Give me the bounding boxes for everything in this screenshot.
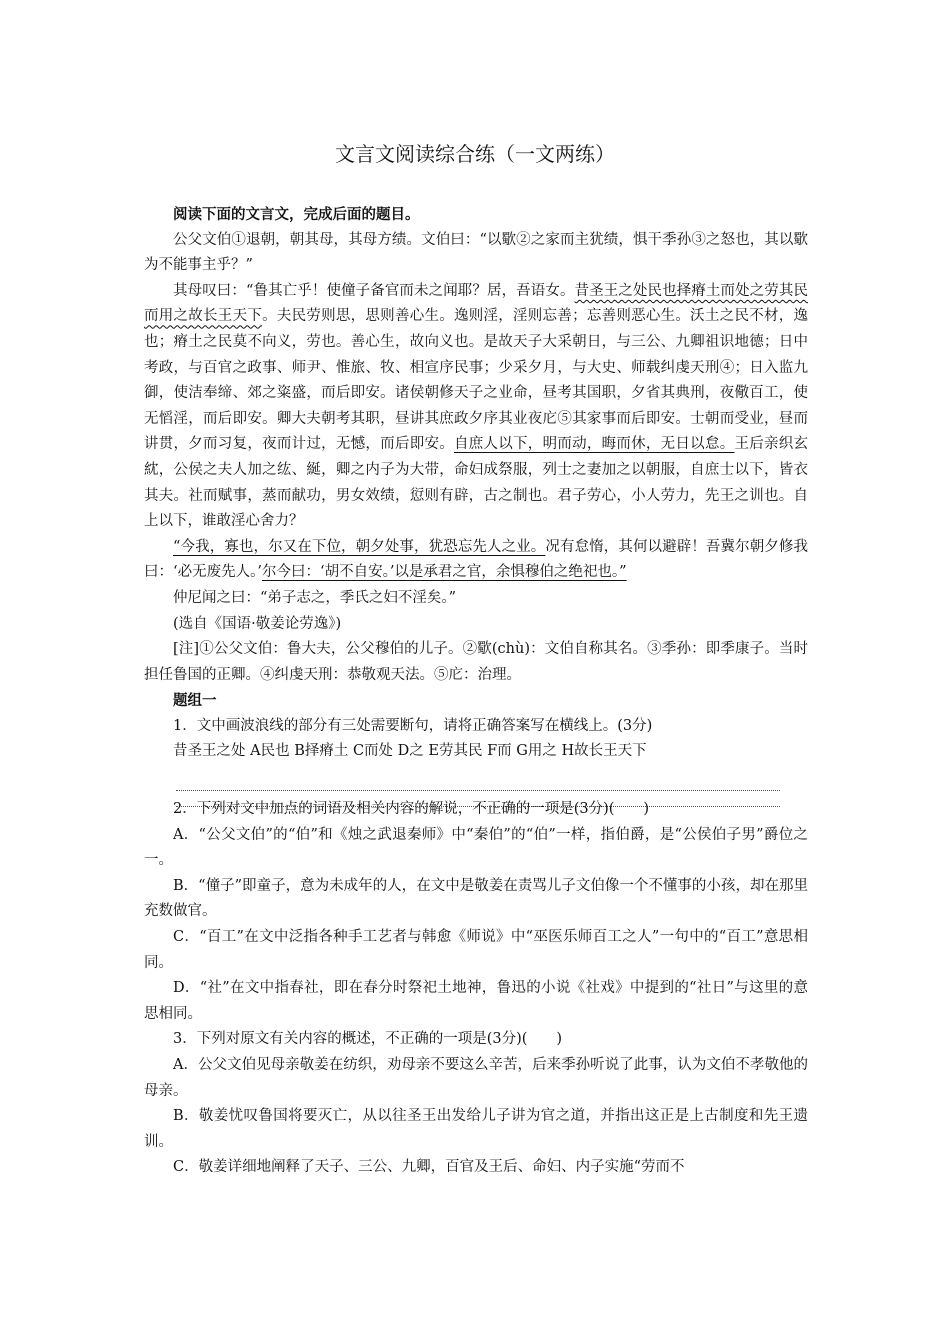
instruction: 阅读下面的文言文，完成后面的题目。 — [173, 206, 420, 223]
source-citation: (选自《国语·敬姜论劳逸》) — [173, 615, 342, 632]
passage-text: 王后亲织玄紞，公侯之夫人加之纮、綖，卿之内子为大带，命妇成祭服，列士之妻加之以朝服，自庶士以下，皆衣其夫。社而赋事，蒸而献功，男女效绩，愆则有辟，古之制也。君子劳心，小人劳力，先王之训也。自上以下，谁敢淫心舍力？ — [144, 436, 809, 530]
note-label: [注] — [173, 641, 200, 658]
answer-line[interactable] — [176, 775, 780, 791]
question-3-option-c: C．敬姜详细地阐释了天子、三公、九卿，百官及王后、命妇、内子实施“劳而不 — [173, 1159, 685, 1176]
annotation — [144, 637, 808, 688]
page-title: 文言文阅读综合练（一文两练） — [335, 142, 615, 166]
passage-paragraph-2 — [144, 279, 808, 535]
passage-text: 其母叹曰：“鲁其亡乎！使僮子备官而未之闻耶？居，吾语女。 — [173, 282, 575, 299]
passage-paragraph-3 — [144, 535, 808, 586]
question-1-sentence: 昔圣王之处 A民也 B择瘠土 C而处 D之 E劳其民 F而 G用之 H故长王天下 — [173, 743, 647, 760]
question-2-option-c: C．“百工”在文中泛指各种手工艺者与韩愈《师说》中“巫医乐师百工之人”一句中的“百工”意思相同。 — [144, 929, 808, 971]
question-3: 3．下列对原文有关内容的概述，不正确的一项是(3分)( ) — [173, 1031, 563, 1048]
passage-text: 。夫民劳则思，思则善心生。逸则淫，淫则忘善；忘善则恶心生。沃土之民不材，逸也；瘠土之民莫不向义，劳也。善心生，故向义也。是故天子大采朝日，与三公、九卿祖识地德；日中考政，与百官之政事、师尹、惟旅、牧、相宣序民事；少采夕月，与大史、师载纠虔天刑④；日入监九御，使洁奉缔、郊之粢盛，而后即安。诸侯朝修天子之业命，昼考其国职，夕省其典刑，夜儆百工，使无慆淫，而后即安。卿大夫朝考其职，昼讲其庶政夕序其业夜庀⑤其家事而后即安。士朝而受业，昼而讲贯，夕而习复，夜而计过，无憾，而后即安。 — [144, 308, 808, 453]
passage-text: 况有怠惰，其何以避辟！吾冀尔朝夕修我曰：‘必无废先人。’ — [144, 538, 809, 581]
question-2: 2．下列对文中加点的词语及相关内容的解说，不正确的一项是(3分)( ) — [173, 801, 650, 818]
answer-lines[interactable] — [176, 775, 808, 797]
question-3-option-a: A．公父文伯见母亲敬姜在纺织，劝母亲不要这么辛苦，后来季孙听说了此事，认为文伯不孝敬他的母亲。 — [144, 1057, 808, 1099]
underlined-text: 尔今曰：‘胡不自安。’以是承君之官，余惧穆伯之绝祀也。” — [261, 564, 627, 581]
passage-paragraph-4: 仲尼闻之曰：“弟子志之，季氏之妇不淫矣。” — [173, 589, 457, 606]
wavy-underlined-text: 昔圣王之处民也择瘠土而处之劳其民而用之故长王天下 — [144, 282, 808, 325]
underlined-text: 自庶人以下，明而动，晦而休，无日以怠。 — [454, 436, 735, 453]
note-text: ①公父文伯：鲁大夫，公父穆伯的儿子。②歜(chù)：文伯自称其名。③季孙：即季康子。当时担任鲁国的正卿。④纠虔天刑：恭敬观天法。⑤庀：治理。 — [144, 641, 808, 683]
question-2-option-a: A．“公父文伯”的“伯”和《烛之武退秦师》中“秦伯”的“伯”一样，指伯爵，是“公侯伯子男”爵位之一。 — [144, 826, 808, 869]
underlined-text: “今我，寡也，尔又在下位，朝夕处事，犹恐忘先人之业。 — [173, 538, 546, 555]
group-label: 题组一 — [173, 692, 217, 710]
document-body — [144, 202, 808, 1181]
question-1: 1．文中画波浪线的部分有三处需要断句，请将正确答案写在横线上。(3分) — [173, 717, 653, 734]
question-2-option-d: D．“社”在文中指春社，即在春分时祭祀土地神，鲁迅的小说《社戏》中提到的“社日”与这里的意思相同。 — [144, 980, 808, 1022]
question-3-option-b: B．敬姜忧叹鲁国将要灭亡，从以往圣王出发给儿子讲为官之道，并指出这正是上古制度和先王遗训。 — [144, 1108, 808, 1150]
passage-paragraph-1: 公父文伯①退朝，朝其母，其母方绩。文伯曰：“以歜②之家而主犹绩，惧干季孙③之怒也，其以歜为不能事主乎？” — [144, 231, 808, 274]
question-2-option-b: B．“僮子”即童子，意为未成年的人，在文中是敬姜在责骂儿子文伯像一个不懂事的小孩，却在那里充数做官。 — [144, 877, 808, 920]
